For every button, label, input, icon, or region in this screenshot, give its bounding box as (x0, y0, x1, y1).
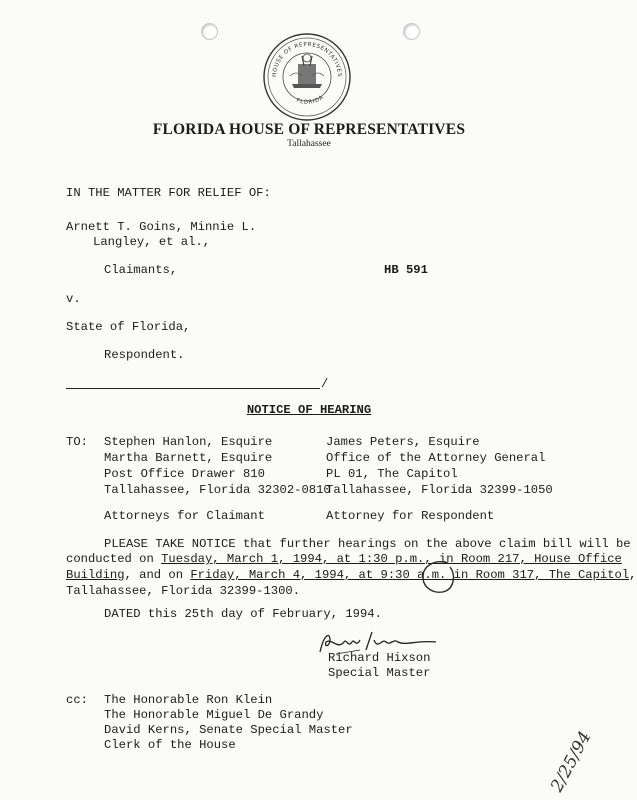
punch-hole-left (201, 23, 218, 40)
matter-heading: IN THE MATTER FOR RELIEF OF: (66, 186, 271, 200)
claimants-label: Claimants, (104, 263, 178, 277)
cc-recipient: The Honorable Miguel De Grandy (104, 708, 324, 722)
hearing-1-details-cont: Building (66, 568, 125, 582)
seal-bottom-text: FLORIDA (295, 94, 326, 106)
bill-number: HB 591 (384, 263, 428, 277)
cc-recipient: The Honorable Ron Klein (104, 693, 273, 707)
to-right-line: Office of the Attorney General (326, 451, 546, 465)
notice-body-line-1: PLEASE TAKE NOTICE that further hearings on the above claim bill will be (104, 537, 631, 551)
body-text: , and on (124, 568, 191, 582)
to-right-line: Tallahassee, Florida 32399-1050 (326, 483, 553, 497)
caption-rule (66, 388, 320, 389)
to-right-line: PL 01, The Capitol (326, 467, 458, 481)
to-left-line: Tallahassee, Florida 32302-0810 (104, 483, 331, 497)
respondent-name: State of Florida, (66, 320, 191, 334)
notice-body-line-2 (66, 551, 622, 567)
svg-text:2/25/94: 2/25/94 (547, 728, 596, 796)
notice-body-line-3 (66, 567, 637, 583)
cc-label: cc: (66, 693, 88, 707)
to-left-line: Stephen Hanlon, Esquire (104, 435, 273, 449)
versus: v. (66, 292, 81, 306)
to-right-line: James Peters, Esquire (326, 435, 480, 449)
house-title: FLORIDA HOUSE OF REPRESENTATIVES (152, 121, 466, 138)
hand-drawn-circle-mark (418, 557, 458, 597)
to-left-line: Post Office Drawer 810 (104, 467, 265, 481)
house-seal-logo (262, 32, 352, 122)
notice-body-line-4: Tallahassee, Florida 32399-1300. (66, 584, 301, 598)
cc-recipient: Clerk of the House (104, 738, 236, 752)
claimants-line-1: Arnett T. Goins, Minnie L. (66, 220, 257, 234)
seal-top-text: HOUSE OF REPRESENTATIVES (271, 41, 343, 78)
signer-name: Richard Hixson (328, 651, 431, 665)
to-left-line: Martha Barnett, Esquire (104, 451, 273, 465)
handwritten-date-note (530, 728, 600, 798)
hearing-1-details: Tuesday, March 1, 1994, at 1:30 p.m., in Room 217, House Office (161, 552, 622, 566)
body-text: , (629, 568, 637, 582)
signer-title: Special Master (328, 666, 431, 680)
claimant-attorneys-role: Attorneys for Claimant (104, 509, 265, 523)
punch-hole-right (403, 23, 420, 40)
claimants-line-2: Langley, et al., (93, 235, 211, 249)
to-label: TO: (66, 435, 88, 449)
respondent-label: Respondent. (104, 348, 185, 362)
house-subtitle: Tallahassee (287, 139, 331, 149)
svg-text:FLORIDA (295, 94, 325, 106)
dated-line: DATED this 25th day of February, 1994. (104, 607, 382, 621)
hearing-2-details: Friday, March 4, 1994, at 9:30 a.m. in Room 317, The Capitol (190, 568, 630, 582)
respondent-attorney-role: Attorney for Respondent (326, 509, 495, 523)
cc-recipient: David Kerns, Senate Special Master (104, 723, 353, 737)
notice-title: NOTICE OF HEARING (246, 403, 372, 417)
caption-rule-mark: / (321, 377, 329, 391)
body-text: conducted on (66, 552, 162, 566)
